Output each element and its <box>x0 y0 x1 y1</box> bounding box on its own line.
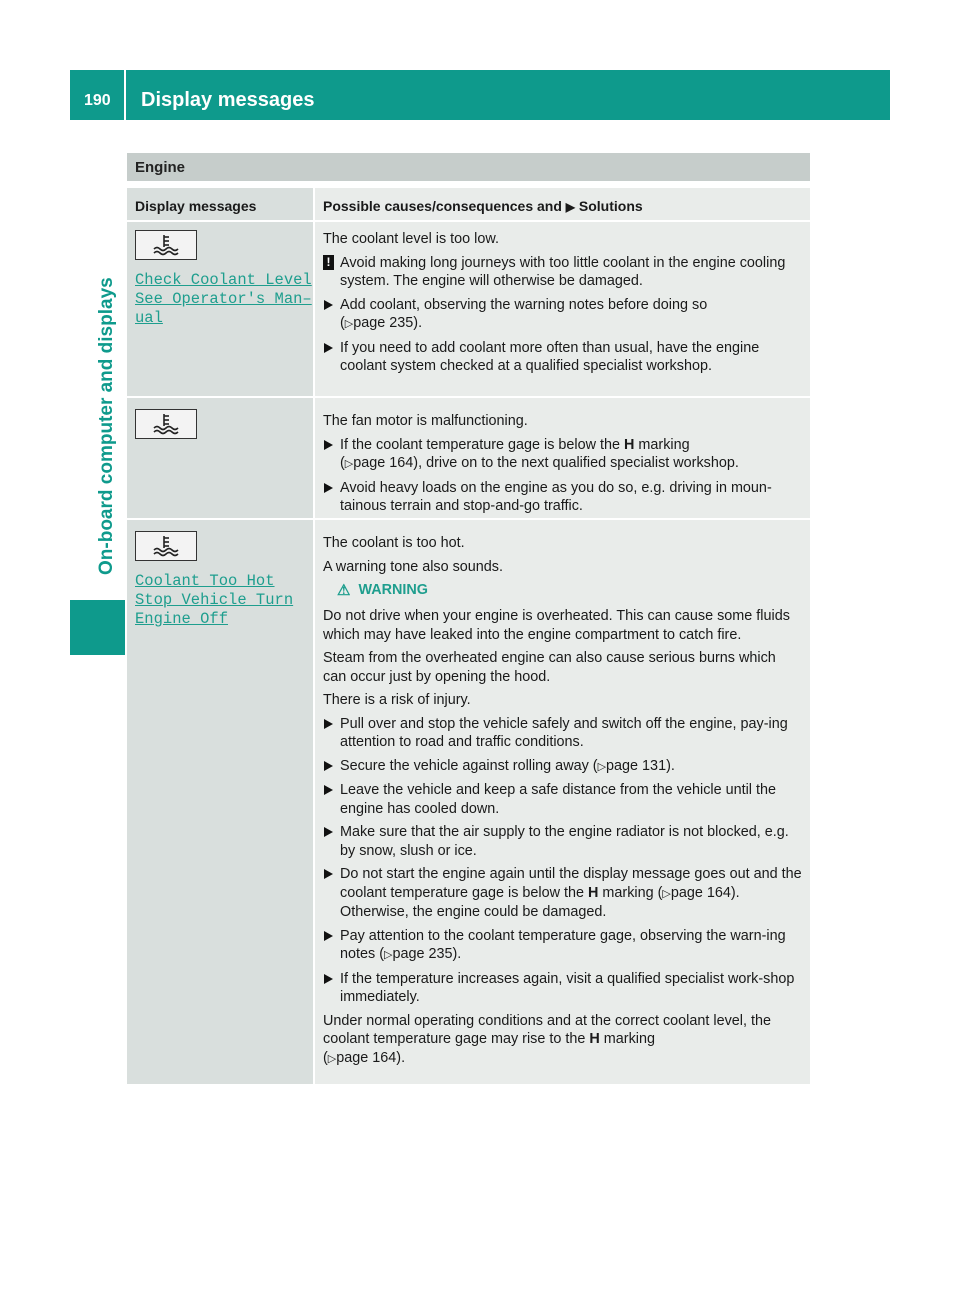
instruction-step: Pull over and stop the vehicle safely and switch off the engine, pay-ing attention to road and traffic conditions. <box>323 715 802 752</box>
display-message-text: Coolant Too Hot Stop Vehicle Turn Engine Off <box>135 572 294 628</box>
instruction-step: Leave the vehicle and keep a safe distance from the vehicle until the engine has cooled down. <box>323 781 802 818</box>
instruction-step: If you need to add coolant more often than usual, have the engine coolant system checked at a qualified specialist workshop. <box>323 339 802 376</box>
side-tab-label: On-board computer and displays <box>96 277 117 575</box>
page-reference-icon: ▷ <box>327 1052 337 1065</box>
caution-note: ! Avoid making long journeys with too little coolant in the engine cooling system. The engine will otherwise be damaged. <box>323 254 802 291</box>
instruction-step: If the temperature increases again, visit a qualified specialist work-shop immediately. <box>323 970 802 1007</box>
display-messages-table <box>127 188 810 1084</box>
page-header <box>70 70 890 120</box>
instruction-step: Add coolant, observing the warning notes before doing so (▷page 235). <box>323 296 802 334</box>
side-tab-marker <box>70 600 125 655</box>
page-number-box <box>70 70 126 120</box>
instruction-step: Pay attention to the coolant temperature gage, observing the warn-ing notes (▷page 235). <box>323 927 802 965</box>
warning-triangle-icon: ⚠ <box>337 582 351 599</box>
coolant-temperature-icon <box>135 230 197 260</box>
display-message-text: Check Coolant Level See Operator's Man– ual <box>135 271 312 327</box>
instruction-step: Do not start the engine again until the display message goes out and the coolant temperature gage is below the H marking (▷page 164). Otherwise, the engine could be damaged. <box>323 865 802 922</box>
page-reference-icon: ▷ <box>662 887 671 900</box>
solutions-cell: The fan motor is malfunctioning. If the coolant temperature gage is below the H marking (▷page 164), drive on to the next qualified specialist workshop. Avoid heavy loads on the engine as you do so, e.g. driving in moun-tainous terrain and stop-and-go traffic. <box>315 398 810 518</box>
coolant-temperature-icon <box>135 409 197 439</box>
solutions-cell: The coolant level is too low. ! Avoid making long journeys with too little coolant in the engine cooling system. The engine will otherwise be damaged. Add coolant, observing the warning notes before doing so (▷page 235). If you need to add coolant more often than usual, have the engine coolant system checked at a qualified specialist workshop. <box>315 222 810 396</box>
instruction-step: Make sure that the air supply to the engine radiator is not blocked, e.g. by snow, slush or ice. <box>323 823 802 860</box>
instruction-step: Avoid heavy loads on the engine as you do so, e.g. driving in moun-tainous terrain and stop-and-go traffic. <box>323 479 802 516</box>
display-message-cell <box>127 398 313 518</box>
coolant-temperature-icon <box>135 531 197 561</box>
page-reference-icon: ▷ <box>344 318 354 330</box>
table-row <box>127 520 810 1084</box>
table-row <box>127 398 810 518</box>
side-tab <box>70 120 125 1190</box>
display-message-cell <box>127 520 313 1084</box>
section-title: Engine <box>135 159 186 176</box>
exclamation-icon: ! <box>323 255 334 270</box>
table-row <box>127 222 810 396</box>
table-header-row <box>127 188 810 220</box>
closing-note: Under normal operating conditions and at the correct coolant level, the coolant temperature gage may rise to the H marking (▷page 164). <box>323 1012 771 1066</box>
triangle-right-icon: ▶ <box>565 200 576 214</box>
page-title: Display messages <box>141 89 315 111</box>
display-message-cell <box>127 222 313 396</box>
page-reference-icon: ▷ <box>597 760 607 773</box>
warning-heading: ⚠ WARNING <box>337 582 429 599</box>
page-number: 190 <box>84 92 111 109</box>
section-header <box>127 153 810 181</box>
column-header-solutions: Possible causes/consequences and ▶ Solutions <box>315 188 810 220</box>
instruction-step: Secure the vehicle against rolling away (▷page 131). <box>323 757 802 777</box>
column-header-display-messages: Display messages <box>127 188 313 220</box>
solutions-cell: The coolant is too hot. A warning tone also sounds. ⚠ WARNING Do not drive when your engine is overheated. This can cause some fluids which may have leaked into the engine compartment to catch fire. Steam from the overheated engine can also cause serious burns which can occur just by opening the hood. There is a risk of injury. Pull over and stop the vehicle safely and switch off the engine, pay-ing attention to road and traffic conditions. Secure the vehicle against rolling away (▷page 131). Leave the vehicle and keep a safe distance from the vehicle until the engine has cooled down. Make sure that the air supply to the engine radiator is not blocked, e.g. by snow, slush or ice. Do not start the engine again until the display message goes out and the coolant temperature gage is below the H marking (▷page 164). Otherwise, the engine could be damaged. Pay attention to the coolant temperature gage, observing the warn-ing notes (▷page 235). If the temperature increases again, visit a qualified specialist work-shop immediately. Under normal operating conditions and at the correct coolant level, the coolant temperature gage may rise to the H marking (▷page 164). <box>315 520 810 1084</box>
side-tab-label-box <box>70 120 125 590</box>
instruction-step: If the coolant temperature gage is below the H marking (▷page 164), drive on to the next qualified specialist workshop. <box>323 436 802 474</box>
page-reference-icon: ▷ <box>344 458 354 470</box>
page-reference-icon: ▷ <box>384 949 393 961</box>
